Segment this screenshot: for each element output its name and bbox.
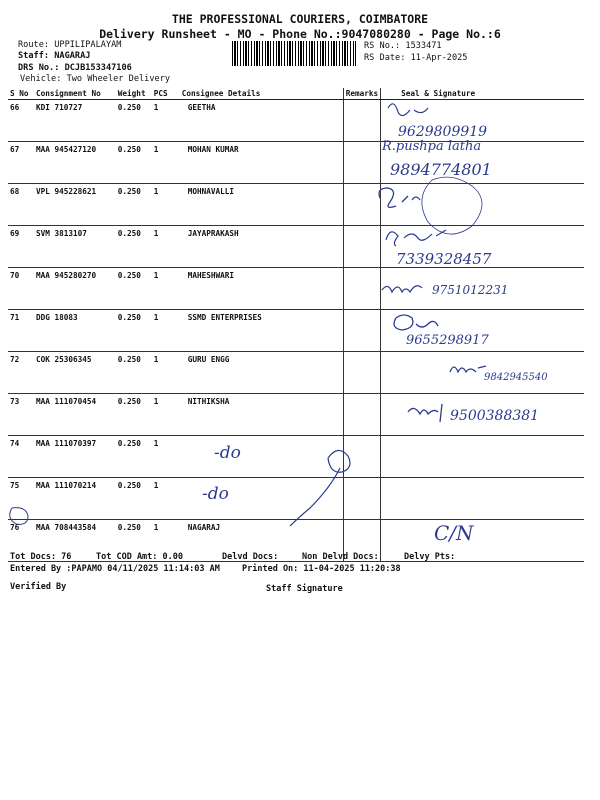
header-weight: Weight <box>116 88 152 100</box>
ditto-mark-75: -do <box>202 484 229 504</box>
handwritten-name-67: R.pushpa latha <box>382 139 482 154</box>
row-weight: 0.250 <box>116 100 152 142</box>
delivery-points: Delvy Pts: <box>404 552 456 562</box>
row-sno: 68 <box>8 184 34 226</box>
row-weight: 0.250 <box>116 226 152 268</box>
row-pcs: 1 <box>152 436 180 478</box>
row-weight: 0.250 <box>116 478 152 520</box>
row-consignee <box>180 478 344 520</box>
header-consignment: Consignment No <box>34 88 116 100</box>
header-pcs: PCS <box>152 88 180 100</box>
row-weight: 0.250 <box>116 268 152 310</box>
row-sno: 75 <box>8 478 34 520</box>
row-consignment: DDG 18083 <box>34 310 116 352</box>
row-consignee: NITHIKSHA <box>180 394 344 436</box>
row-consignment: VPL 945228621 <box>34 184 116 226</box>
table-row <box>8 520 584 562</box>
row-remarks <box>343 184 380 226</box>
handwritten-phone-70: 9751012231 <box>432 283 509 297</box>
entered-by: Entered By :PAPAMO 04/11/2025 11:14:03 AM <box>10 564 220 574</box>
row-consignment: SVM 3813107 <box>34 226 116 268</box>
delivered-docs: Delvd Docs: <box>222 552 279 562</box>
verified-by: Verified By <box>10 582 67 592</box>
row-remarks <box>343 310 380 352</box>
row-remarks <box>343 142 380 184</box>
row-remarks <box>343 226 380 268</box>
row-consignment: MAA 708443584 <box>34 520 116 562</box>
table-row <box>8 436 584 478</box>
row-weight: 0.250 <box>116 520 152 562</box>
ditto-mark-74: -do <box>214 443 241 463</box>
row-consignee <box>180 436 344 478</box>
row-consignee: JAYAPRAKASH <box>180 226 344 268</box>
table-row <box>8 478 584 520</box>
table-row <box>8 142 584 184</box>
row-signature <box>381 142 584 184</box>
table-row <box>8 268 584 310</box>
row-pcs: 1 <box>152 352 180 394</box>
row-pcs: 1 <box>152 520 180 562</box>
row-consignee: GEETHA <box>180 100 344 142</box>
non-delivered-docs: Non Delvd Docs: <box>302 552 379 562</box>
barcode-image <box>232 41 356 66</box>
row-weight: 0.250 <box>116 436 152 478</box>
row-pcs: 1 <box>152 100 180 142</box>
row-consignee: GURU ENGG <box>180 352 344 394</box>
table-row <box>8 100 584 142</box>
row-consignee: MAHESHWARI <box>180 268 344 310</box>
staff-label: Staff: NAGARAJ <box>18 51 91 61</box>
table-row <box>8 226 584 268</box>
vehicle-label: Vehicle: Two Wheeler Delivery <box>20 74 171 84</box>
row-pcs: 1 <box>152 142 180 184</box>
row-remarks <box>343 394 380 436</box>
row-signature <box>381 478 584 520</box>
handwritten-phone-71: 9655298917 <box>406 333 489 348</box>
printed-on: Printed On: 11-04-2025 11:20:38 <box>242 564 401 574</box>
row-pcs: 1 <box>152 184 180 226</box>
row-weight: 0.250 <box>116 142 152 184</box>
rs-number: RS No.: 1533471 <box>364 41 442 51</box>
row-pcs: 1 <box>152 394 180 436</box>
row-signature <box>381 268 584 310</box>
row-signature <box>381 100 584 142</box>
row-consignee: MOHAN KUMAR <box>180 142 344 184</box>
row-remarks <box>343 478 380 520</box>
row-weight: 0.250 <box>116 394 152 436</box>
rs-date: RS Date: 11-Apr-2025 <box>364 53 468 63</box>
row-pcs: 1 <box>152 226 180 268</box>
handwritten-phone-66: 9629809919 <box>398 124 488 140</box>
company-title: THE PROFESSIONAL COURIERS, COIMBATORE <box>171 12 429 26</box>
row-pcs: 1 <box>152 268 180 310</box>
drs-number: DRS No.: DCJB153347106 <box>18 63 132 73</box>
handwritten-phone-67: 9894774801 <box>390 160 492 179</box>
row-signature <box>381 436 584 478</box>
handwritten-phone-69: 7339328457 <box>396 250 492 268</box>
row-sno: 69 <box>8 226 34 268</box>
row-signature <box>381 352 584 394</box>
total-docs: Tot Docs: 76 <box>10 552 72 562</box>
staff-signature: Staff Signature <box>266 584 343 594</box>
row-remarks <box>343 268 380 310</box>
table-row <box>8 394 584 436</box>
header-remarks: Remarks <box>343 88 380 100</box>
row-consignment: KDI 710727 <box>34 100 116 142</box>
runsheet-table <box>8 88 584 562</box>
row-weight: 0.250 <box>116 352 152 394</box>
row-remarks <box>343 100 380 142</box>
row-sno: 74 <box>8 436 34 478</box>
row-signature <box>381 394 584 436</box>
route-label: Route: UPPILIPALAYAM <box>18 40 122 50</box>
row-weight: 0.250 <box>116 310 152 352</box>
row-remarks <box>343 436 380 478</box>
table-row <box>8 310 584 352</box>
table-row <box>8 184 584 226</box>
handwritten-phone-72: 9842945540 <box>484 372 548 383</box>
table-row <box>8 352 584 394</box>
header-sno: S No <box>8 88 34 100</box>
row-remarks <box>343 352 380 394</box>
row-sno: 76 <box>8 520 34 562</box>
row-consignee: NAGARAJ <box>180 520 344 562</box>
row-consignment: COK 25306345 <box>34 352 116 394</box>
row-pcs: 1 <box>152 478 180 520</box>
runsheet-title: Delivery Runsheet - MO - Phone No.:9047080280 - Page No.:6 <box>99 27 501 41</box>
row-signature <box>381 310 584 352</box>
header-consignee: Consignee Details <box>180 88 344 100</box>
row-sno: 72 <box>8 352 34 394</box>
row-signature <box>381 226 584 268</box>
header-seal-signature: Seal & Signature <box>381 88 584 100</box>
row-consignee: MOHNAVALLI <box>180 184 344 226</box>
row-sno: 70 <box>8 268 34 310</box>
row-pcs: 1 <box>152 310 180 352</box>
row-sno: 71 <box>8 310 34 352</box>
row-weight: 0.250 <box>116 184 152 226</box>
row-consignment: MAA 111070454 <box>34 394 116 436</box>
row-consignment: MAA 945427120 <box>34 142 116 184</box>
handwritten-phone-73: 9500388381 <box>450 408 540 424</box>
row-consignment: MAA 945280270 <box>34 268 116 310</box>
row-consignment: MAA 111070397 <box>34 436 116 478</box>
table-header-row <box>8 88 584 100</box>
row-sno: 73 <box>8 394 34 436</box>
row-consignment: MAA 111070214 <box>34 478 116 520</box>
total-cod-amount: Tot COD Amt: 0.00 <box>96 552 183 562</box>
row-sno: 67 <box>8 142 34 184</box>
handwritten-cn-76: C/N <box>434 521 474 545</box>
row-consignee: SSMD ENTERPRISES <box>180 310 344 352</box>
row-sno: 66 <box>8 100 34 142</box>
row-signature <box>381 184 584 226</box>
